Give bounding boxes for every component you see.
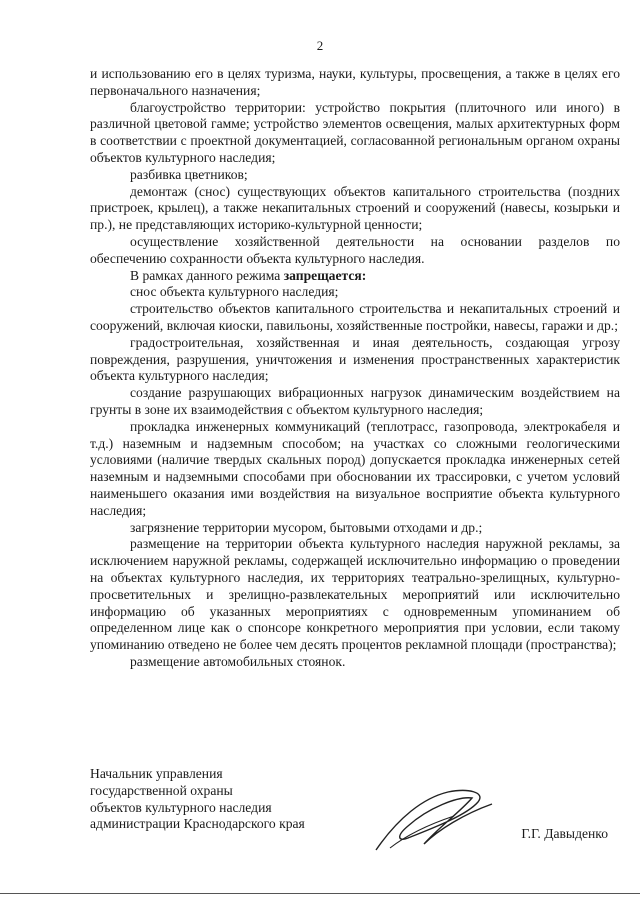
- prohibited-intro-prefix: В рамках данного режима: [130, 267, 284, 283]
- prohibited-item: загрязнение территории мусором, бытовыми отходами и др.;: [130, 519, 483, 535]
- page-bottom-rule: [0, 893, 640, 894]
- signatory-title-line: Начальник управления: [90, 766, 223, 781]
- signatory-title-line: объектов культурного наследия: [90, 799, 272, 815]
- signatory-title-line: государственной охраны: [90, 782, 233, 798]
- signatory-title-line: администрации Краснодарского края: [90, 816, 305, 832]
- signatory-title: [90, 766, 390, 833]
- paragraph: благоустройство территории: устройство покрытия (плиточного или иного) в различной цветовой гамме; устройство элементов освещения, малых архитектурных форм в соответствии с проектной документацией, согласованной региональным органом охраны объектов культурного наследия;: [90, 99, 620, 165]
- prohibited-item: строительство объектов капитального строительства и некапитальных строений и сооружений, включая киоски, павильоны, хозяйственные постройки, навесы, гаражи и др.;: [90, 301, 620, 333]
- prohibited-item: прокладка инженерных коммуникаций (теплотрасс, газопровода, электрокабеля и т.д.) наземным и надземным способом; на участках со сложными геологическими условиями (наличие твердых скальных пород) допускается прокладка инженерных сетей наземным и надземными способами при обосновании их трассировки, с учетом условий наименьшего оказания ими воздействия на визуальное восприятие объекта культурного наследия;: [90, 418, 620, 518]
- paragraph: осуществление хозяйственной деятельности на основании разделов по обеспечению сохранности объекта культурного наследия.: [90, 233, 620, 266]
- prohibited-item: создание разрушающих вибрационных нагрузок динамическим воздействием на грунты в зоне их взаимодействия с объектом культурного наследия;: [90, 385, 620, 417]
- prohibited-item: градостроительная, хозяйственная и иная деятельность, создающая угрозу повреждения, разрушения, уничтожения и изменения пространственных характеристик объекта культурного наследия;: [90, 334, 620, 384]
- prohibited-item: снос объекта культурного наследия;: [130, 284, 339, 300]
- signature-block: [90, 766, 620, 856]
- handwritten-signature: [368, 778, 498, 858]
- prohibited-item: размещение на территории объекта культурного наследия наружной рекламы, за исключением наружной рекламы, содержащей исключительно информацию о проведении на объектах культурного наследия, их территориях театрально-зрелищных, культурно-просветительных и зрелищно-развлекательных мероприятий или исключительно информацию об указанных мероприятиях с одновременным упоминанием об определенном лице как о спонсоре конкретного мероприятия при условии, если такому упоминанию отведено не более чем десять процентов рекламной площади (пространства);: [90, 536, 620, 653]
- paragraph: и использованию его в целях туризма, науки, культуры, просвещения, а также в целях его первоначального назначения;: [90, 66, 620, 98]
- prohibited-item: размещение автомобильных стоянок.: [130, 653, 346, 669]
- prohibited-keyword: запрещается:: [283, 267, 367, 283]
- document-body: [90, 66, 620, 671]
- page-number: 2: [316, 38, 324, 53]
- paragraph: разбивка цветников;: [130, 166, 248, 182]
- signatory-name: Г.Г. Давыденко: [521, 826, 608, 841]
- prohibited-intro: [90, 268, 620, 285]
- paragraph: демонтаж (снос) существующих объектов капитального строительства (поздних пристроек, крылец), а также некапитальных строений и сооружений (навесы, козырьки и пр.), не представляющих историко-культурной ценности;: [90, 183, 620, 233]
